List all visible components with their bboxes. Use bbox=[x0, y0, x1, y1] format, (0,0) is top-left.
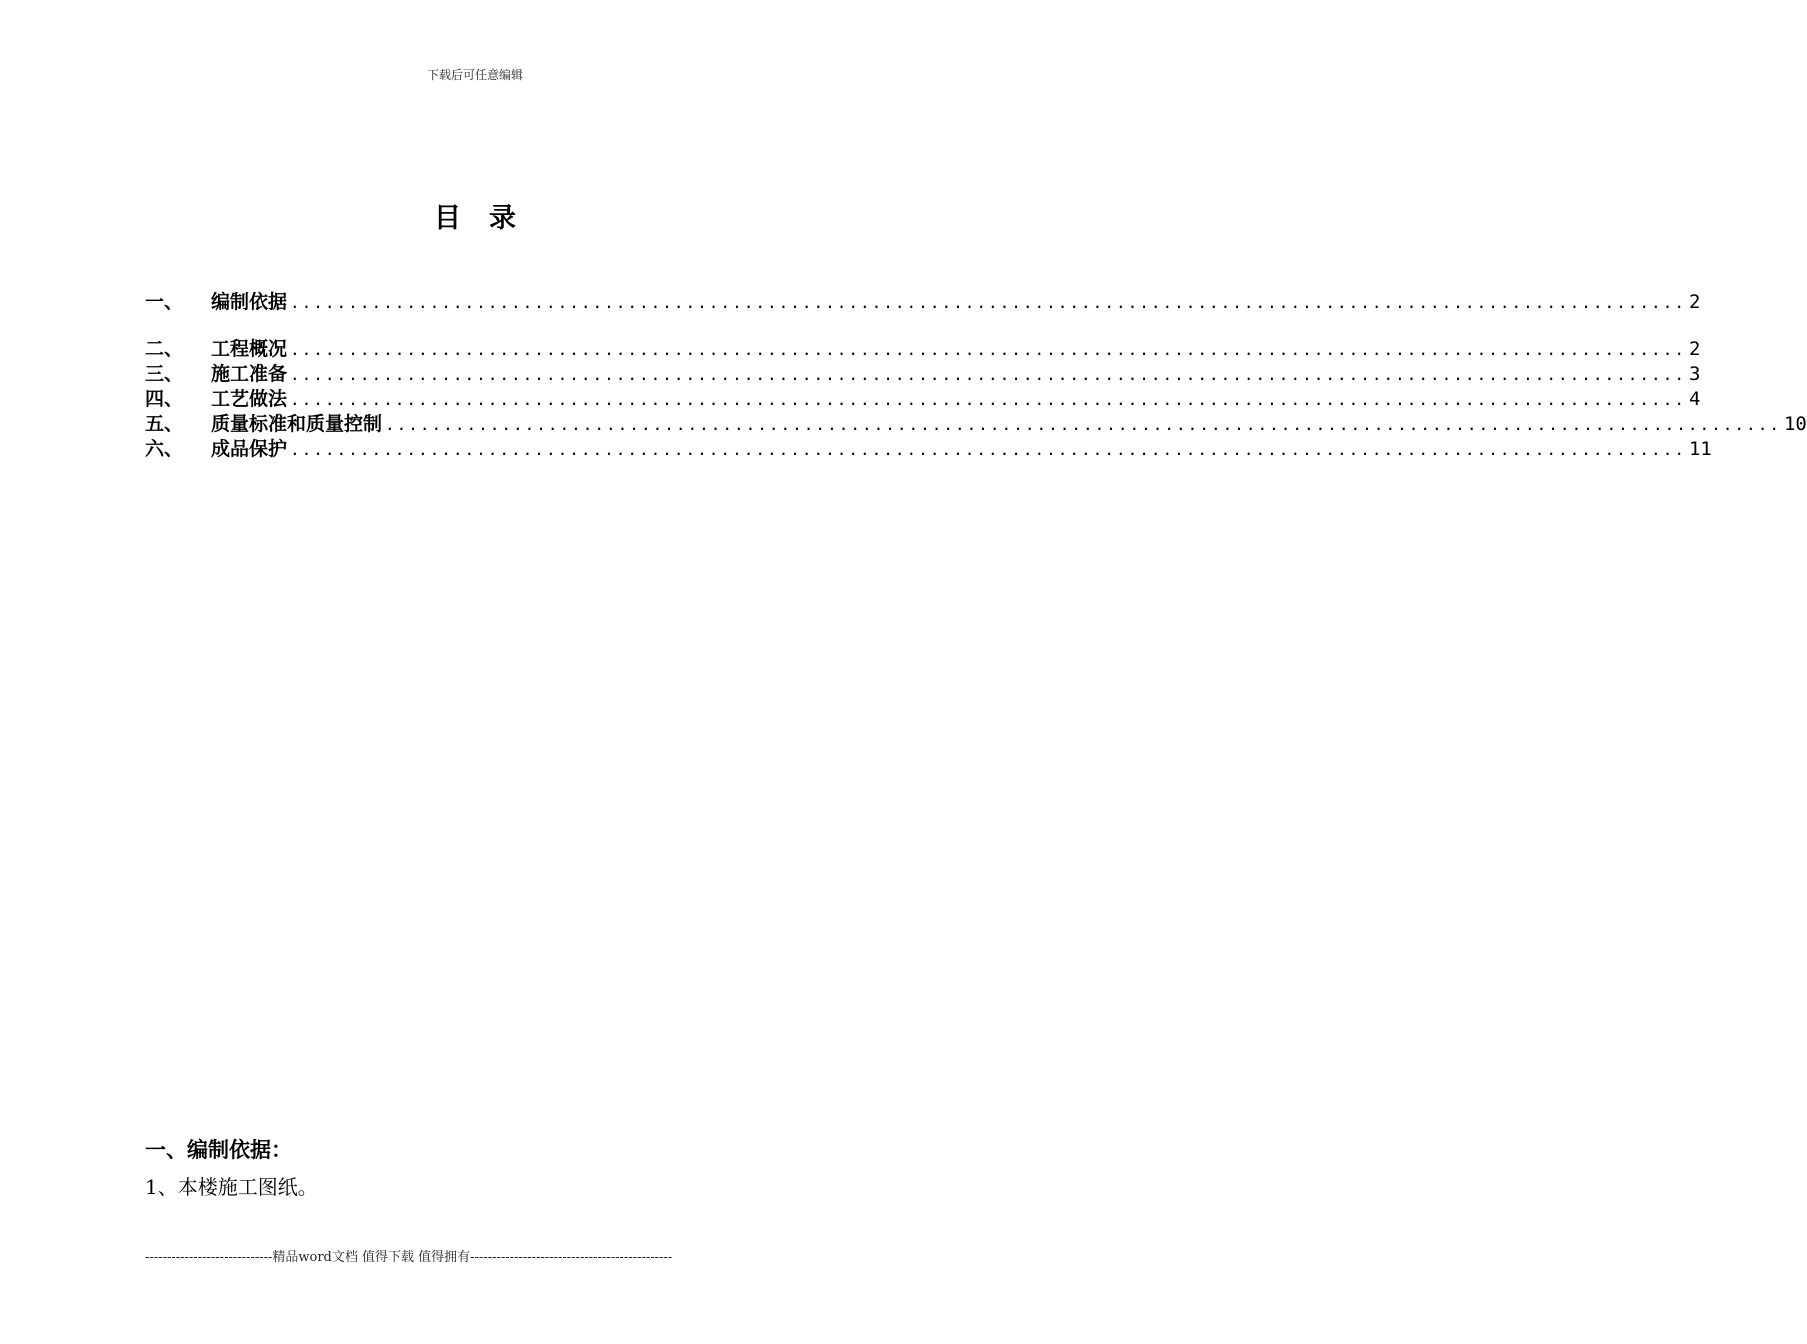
toc-entry-page: 11 bbox=[1688, 438, 1712, 460]
toc-entry-number: 二、 bbox=[145, 338, 184, 360]
toc-entry-page: 2 bbox=[1688, 338, 1701, 360]
toc-entry[interactable] bbox=[145, 290, 1701, 315]
toc-entry-title: 工艺做法 bbox=[211, 388, 288, 410]
toc-dot-leader: ........................................................................................................................ bbox=[290, 340, 1686, 359]
toc-entry-page: 10 bbox=[1783, 413, 1807, 435]
toc-entry-page: 3 bbox=[1688, 363, 1701, 385]
toc-entry[interactable] bbox=[145, 387, 1701, 412]
toc-entry[interactable] bbox=[145, 337, 1701, 362]
toc-dot-leader: ........................................................................................................................ bbox=[290, 440, 1686, 459]
toc-entry[interactable] bbox=[145, 412, 1807, 437]
page-footer: -----------------------------精品word文档 值得下载 值得拥有---------------------------------------------- bbox=[145, 1250, 673, 1265]
toc-entry-page: 4 bbox=[1688, 388, 1701, 410]
toc-entry-number: 三、 bbox=[145, 363, 184, 385]
table-of-contents bbox=[145, 290, 1807, 462]
toc-entry[interactable] bbox=[145, 362, 1701, 387]
toc-entry-title: 施工准备 bbox=[211, 363, 288, 385]
toc-entry-number: 五、 bbox=[145, 413, 184, 435]
toc-entry-number: 一、 bbox=[145, 291, 184, 313]
toc-entry-page: 2 bbox=[1688, 291, 1701, 313]
page-header: 下载后可任意编辑 bbox=[426, 68, 523, 82]
toc-entry[interactable] bbox=[145, 437, 1712, 462]
section-heading: 一、编制依据： bbox=[145, 1138, 292, 1162]
section-list-item: 1、本楼施工图纸。 bbox=[145, 1175, 318, 1199]
toc-entry-title: 质量标准和质量控制 bbox=[211, 413, 383, 435]
toc-dot-leader: ........................................................................................................................ bbox=[290, 293, 1686, 312]
toc-entry-number: 四、 bbox=[145, 388, 184, 410]
toc-entry-number: 六、 bbox=[145, 438, 184, 460]
toc-entry-title: 工程概况 bbox=[211, 338, 288, 360]
toc-title: 目录 bbox=[434, 203, 544, 234]
toc-dot-leader: ........................................................................................................................ bbox=[290, 390, 1686, 409]
toc-dot-leader: ........................................................................................................................ bbox=[385, 415, 1781, 434]
toc-entry-title: 编制依据 bbox=[211, 291, 288, 313]
toc-entry-title: 成品保护 bbox=[211, 438, 288, 460]
toc-dot-leader: ........................................................................................................................ bbox=[290, 365, 1686, 384]
